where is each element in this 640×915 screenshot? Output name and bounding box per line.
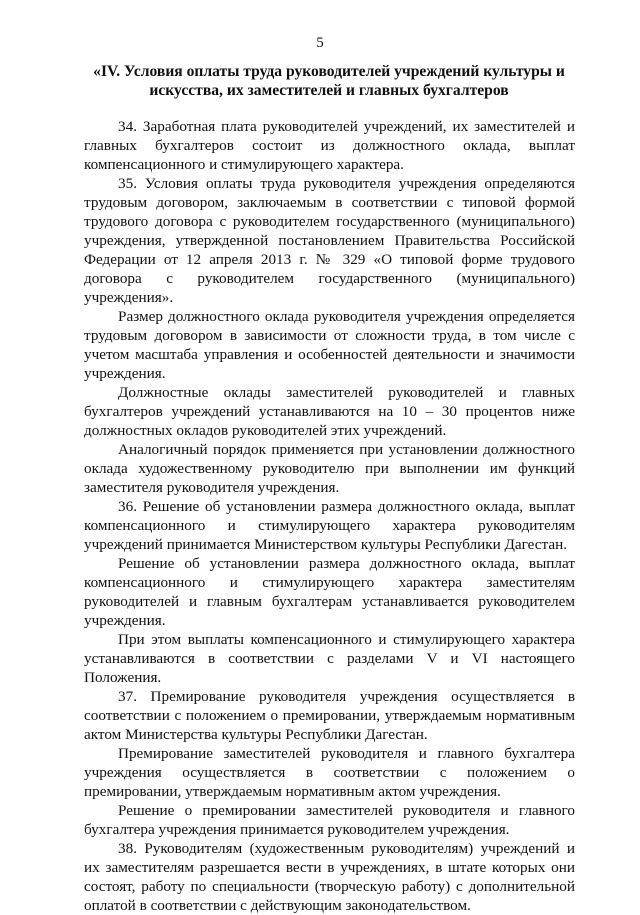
paragraph-deputy-bonus: Премирование заместителей руководителя и главного бухгалтера учреждения осуществляется в соответствии с положением о премировании, утверждаемым нормативным актом учреждения. <box>84 745 575 800</box>
document-body <box>84 117 575 915</box>
paragraph-bonus-decision: Решение о премировании заместителей руководителя и главного бухгалтера учреждения принимается руководителем учреждения. <box>84 802 575 838</box>
paragraph-36: 36. Решение об установлении размера должностного оклада, выплат компенсационного и стимулирующего характера руководителям учреждений принимается Министерством культуры Республики Дагестан. <box>84 498 575 553</box>
paragraph-37: 37. Премирование руководителя учреждения осуществляется в соответствии с положением о премировании, утверждаемым нормативным актом Министерства культуры Республики Дагестан. <box>84 688 575 743</box>
page-number: 5 <box>316 35 324 51</box>
paragraph-35: 35. Условия оплаты труда руководителя учреждения определяются трудовым договором, заключаемым в соответствии с типовой формой трудового договора с руководителем государственного (муниципального) учреждения, утвержденной постановлением Правительства Российской Федерации от 12 апреля 2013 г. № 329 «О типовой форме трудового договора с руководителем государственного (муниципального) учреждения». <box>84 175 575 306</box>
section-heading: «IV. Условия оплаты труда руководителей учреждений культуры и искусства, их заместителей и главных бухгалтеров <box>93 63 565 99</box>
paragraph-38: 38. Руководителям (художественным руководителям) учреждений и их заместителям разрешается вести в учреждениях, в штате которых они состоят, работу по специальности (творческую работу) с дополнительной оплатой в соответствии с действующим законодательством. <box>84 840 575 914</box>
paragraph-34: 34. Заработная плата руководителей учреждений, их заместителей и главных бухгалтеров состоит из должностного оклада, выплат компенсационного и стимулирующего характера. <box>84 118 575 173</box>
paragraph-deputy-salaries: Должностные оклады заместителей руководителей и главных бухгалтеров учреждений устанавливаются на 10 – 30 процентов ниже должностных окладов руководителей этих учреждений. <box>84 384 575 439</box>
paragraph-salary-size: Размер должностного оклада руководителя учреждения определяется трудовым договором в зависимости от сложности труда, в том числе с учетом масштаба управления и особенностей деятельности и значимости учреждения. <box>84 308 575 382</box>
paragraph-deputy-decision: Решение об установлении размера должностного оклада, выплат компенсационного и стимулирующего характера заместителям руководителей и главным бухгалтерам устанавливается руководителем учреждения. <box>84 555 575 629</box>
paragraph-art-director: Аналогичный порядок применяется при установлении должностного оклада художественному руководителю при выполнении им функций заместителя руководителя учреждения. <box>84 441 575 496</box>
paragraph-payments-sections: При этом выплаты компенсационного и стимулирующего характера устанавливаются в соответствии с разделами V и VI настоящего Положения. <box>84 631 575 686</box>
